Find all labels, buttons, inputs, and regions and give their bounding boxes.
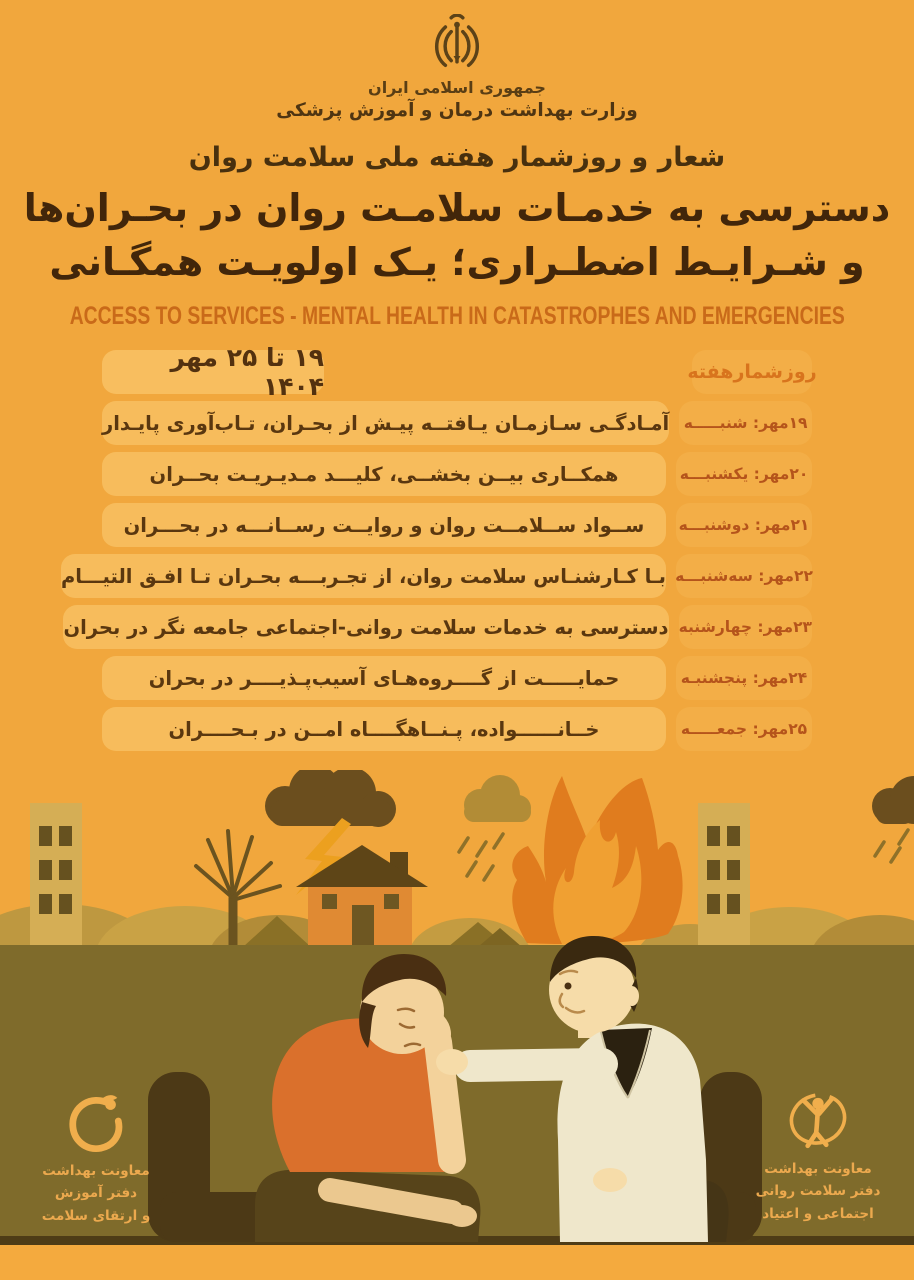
storm-cloud-icon (265, 770, 396, 827)
date-range: ۱۹ تا ۲۵ مهر ۱۴۰۴ (102, 350, 324, 394)
ministry-header (0, 14, 914, 121)
day-slogan: دسترسی به خدمات سلامت روانی-اجتماعی جامعه نگر در بحران (63, 605, 668, 649)
english-title-text: ACCESS TO SERVICES - MENTAL HEALTH IN CATASTROPHES AND EMERGENCIES (69, 302, 845, 330)
footer-left-credit (16, 1092, 176, 1227)
footer-right-line2: دفتر سلامت روانی (755, 1183, 881, 1200)
day-slogan: حمایـــــت از گــــروه‌هـای آسیب‌پـذیــــر در بحران (102, 656, 666, 700)
left-building-icon (30, 803, 82, 947)
day-slogan: همکــاری بیــن بخشــی، کلیـــد مـدیـریـت بحــران (102, 452, 666, 496)
fire-icon (512, 776, 682, 945)
iran-emblem-icon (428, 14, 486, 76)
bottom-strip (0, 1245, 914, 1280)
house-icon (296, 845, 428, 947)
schedule-row (60, 554, 813, 598)
main-title-line2: و شـرایـط اضطـراری؛ یـک اولویـت همگـانی (49, 240, 865, 284)
english-title (0, 302, 914, 330)
day-label: ۲۱مهر: دوشنبـــه (676, 503, 812, 547)
schedule-label: روزشمارهفته (692, 350, 812, 394)
day-label: ۲۲مهر: سه‌شنبـــه (676, 554, 812, 598)
day-slogan: خــانــــــواده، پـنــاهگــــاه امــن در بـحــــران (102, 707, 666, 751)
schedule-row (102, 452, 812, 496)
schedule-row (102, 656, 812, 700)
footer-left-line3: و ارتقای سلامت (41, 1207, 151, 1224)
health-deputy-education-office-logo-icon (65, 1092, 127, 1154)
day-label: ۲۰مهر: یکشنبـــه (676, 452, 812, 496)
main-title-line1: دسترسی به خدمـات سلامـت روان در بحـران‌ها (23, 186, 891, 230)
footer-left-line1: معاونت بهداشت (42, 1163, 150, 1179)
day-slogan: ســواد ســلامــت روان و روایــت رســانـــه در بحـــران (102, 503, 666, 547)
poster-subtitle: شعار و روزشمار هفته ملی سلامت روان (188, 142, 726, 173)
government-name: جمهوری اسلامی ایران (368, 78, 546, 97)
day-slogan: آمـادگـی سـازمـان یـافتــه پیـش از بحـران، تـاب‌آوری پایـدار (102, 401, 669, 445)
schedule-row (63, 605, 812, 649)
footer-right-credit (738, 1086, 898, 1225)
footer-left-line2: دفتر آموزش (54, 1185, 138, 1202)
corner-cloud-icon (872, 776, 914, 862)
footer-right-line3: اجتماعی و اعتیاد (762, 1205, 874, 1222)
schedule-row (102, 707, 812, 751)
ministry-name: وزارت بهداشت درمان و آموزش پزشکی (276, 100, 638, 121)
schedule-header-row (102, 343, 817, 401)
day-label: ۲۴مهر: پنجشنبـه (676, 656, 812, 700)
week-schedule (60, 343, 817, 751)
right-building-icon (698, 803, 750, 947)
schedule-row (102, 401, 812, 445)
footer-right-line1: معاونت بهداشت (764, 1161, 872, 1177)
day-label: ۲۵مهر: جمعـــــه (676, 707, 812, 751)
mental-social-health-office-logo-icon (785, 1086, 851, 1152)
day-slogan: بـا کـارشنـاس سلامت روان، از تجـربـــه بحـران تـا افـق التیـــام (61, 554, 666, 598)
schedule-row (102, 503, 812, 547)
day-label: ۱۹مهر: شنبـــــه (679, 401, 812, 445)
day-label: ۲۳مهر: چهارشنبه (679, 605, 812, 649)
